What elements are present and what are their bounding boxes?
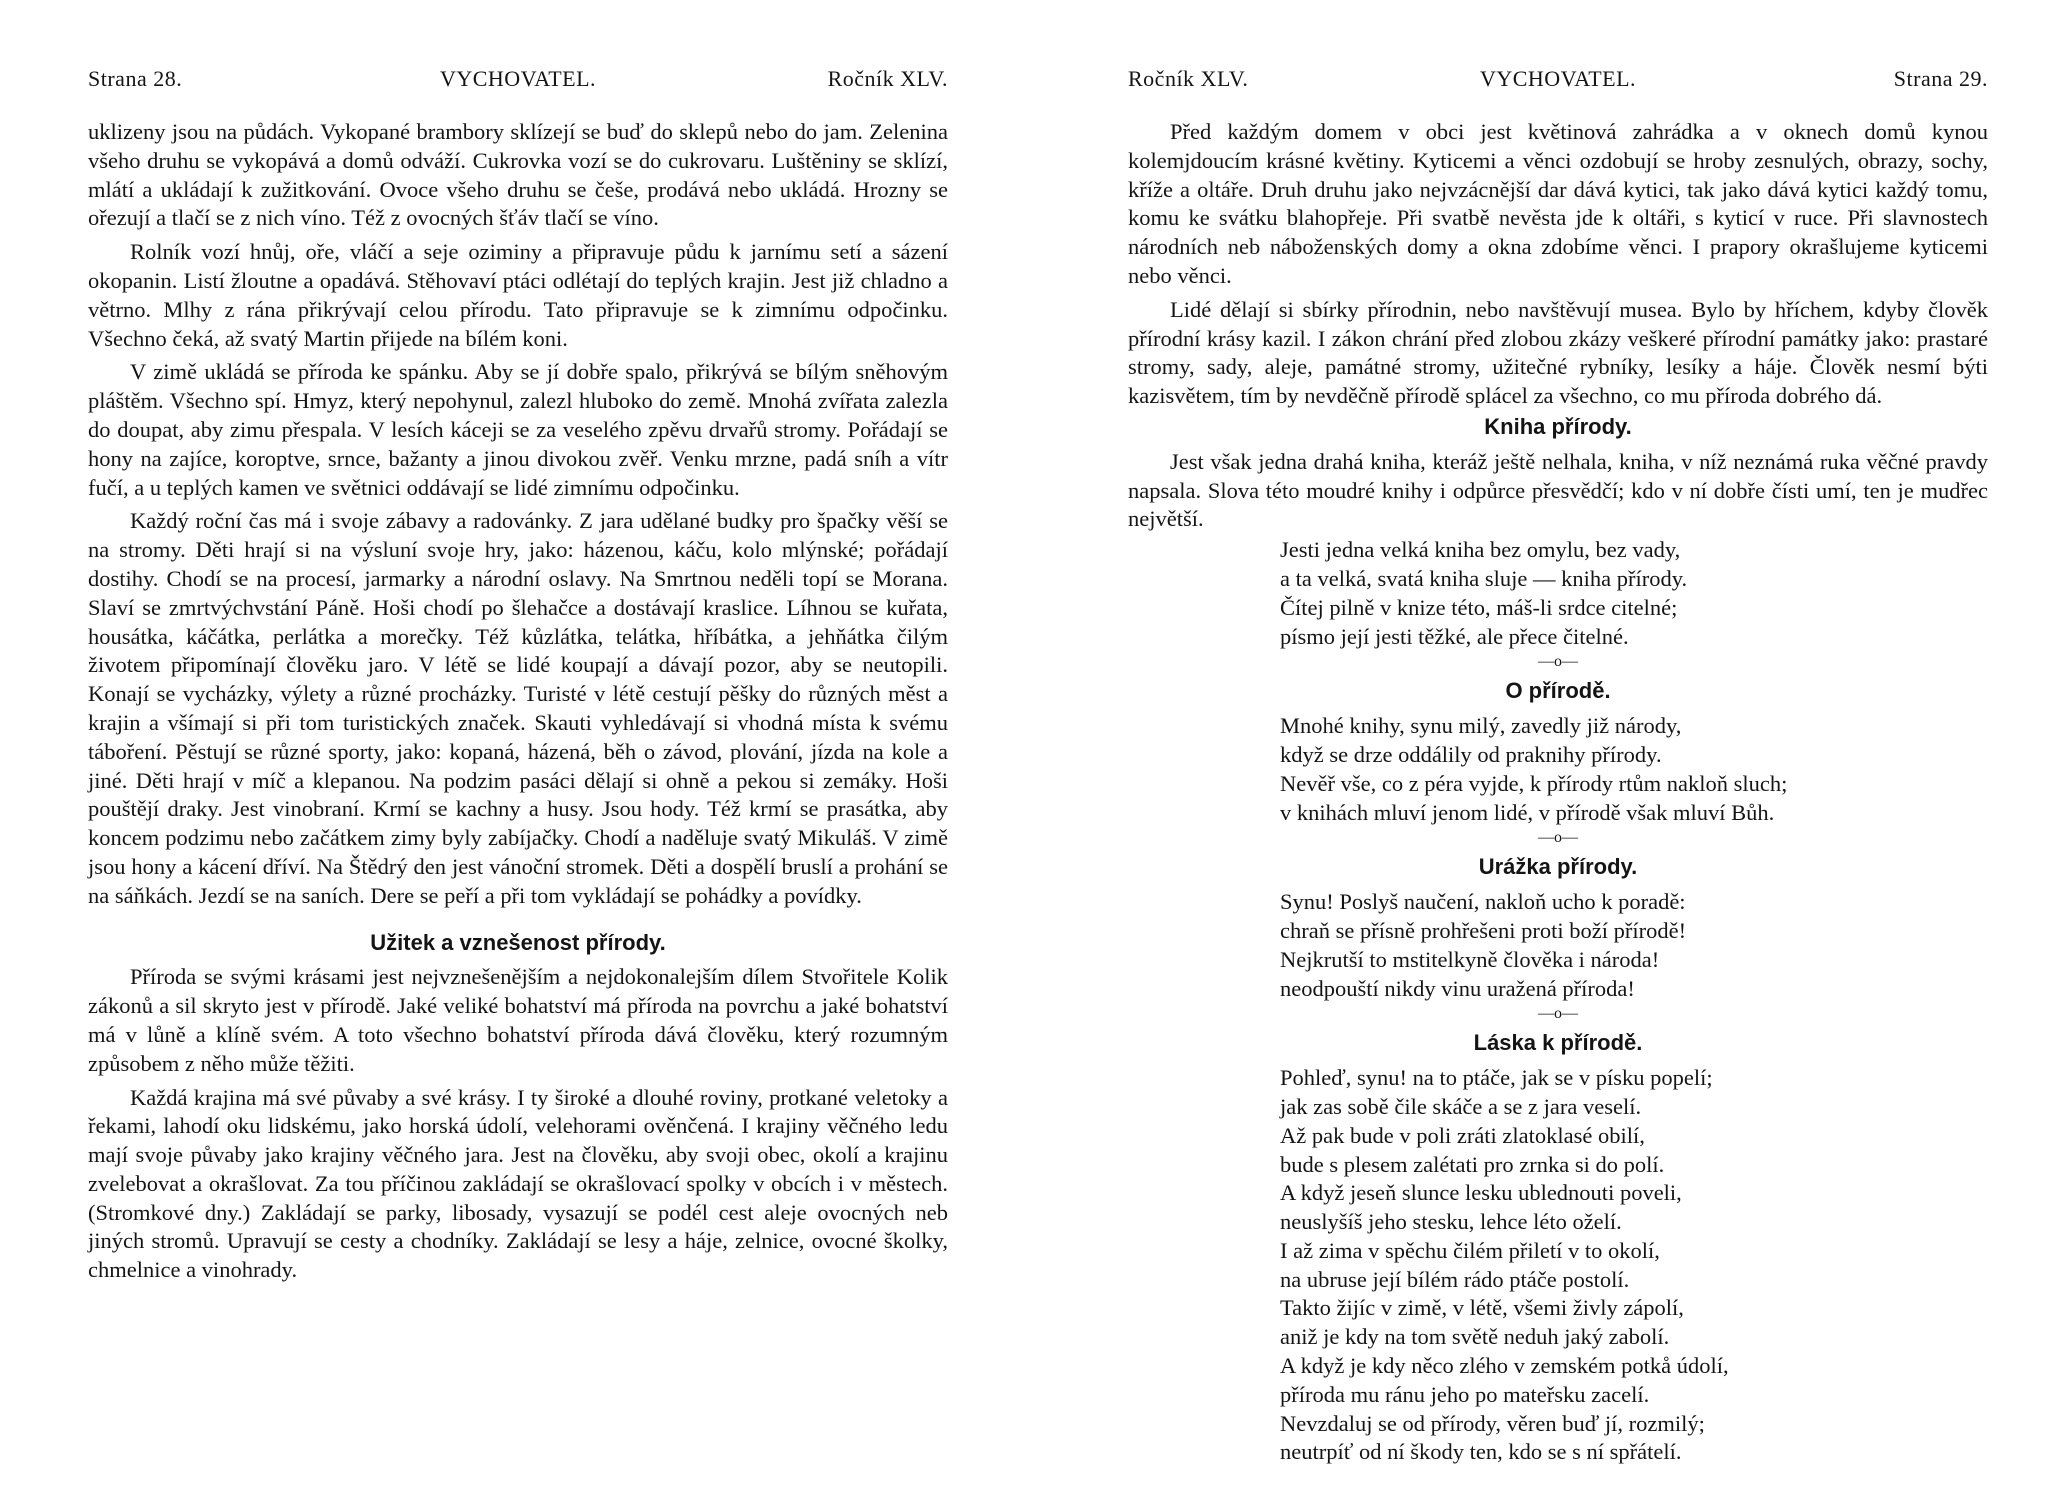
paragraph: Před každým domem v obci jest květinová zahrádka a v oknech domů kynou kolemjdoucím krásné květiny. Kyticemi a věnci ozdobují se hroby zesnulých, obrazy, sochy, kříže a oltáře. Druh druhu jako nejvzácnější dar dává kytici, tak jako dává kytici každý tomu, komu ke svátku blahopřeje. Při svatbě nevěsta jde k oltáři, s kyticí v ruce. Při slavnostech národních neb náboženských domy a okna zdobíme věnci. I prapory okrašlujeme kyticemi nebo věnci. [1128,119,1988,288]
paragraph: uklizeny jsou na půdách. Vykopané brambory sklízejí se buď do sklepů nebo do jam. Zelenina všeho druhu se vykopává a domů odváží. Cukrovka vozí se do cukrovaru. Luštěniny se sklízí, mlátí a ukládají k zužitkování. Ovoce všeho druhu se češe, prodává nebo ukládá. Hrozny se ořezují a tlačí se z nich víno. Též z ovocných šťáv tlačí se víno. [88,119,948,231]
poem-laska [1280,1064,1988,1467]
poem-title: Urážka přírody. [1478,854,1638,880]
poem-line: Synu! Poslyš naučení, nakloň ucho k poradě: [1280,889,1686,915]
poem-line: neutrpíť od ní škody ten, kdo se s ní spřátelí. [1280,1439,1682,1465]
divider: —o— [1538,1005,1578,1023]
paragraph: Rolník vozí hnůj, oře, vláčí a seje oziminy a připravuje půdu k jarnímu setí a sázení okopanin. Listí žloutne a opadává. Stěhovaví ptáci odlétají do teplých krajin. Jest již chladno a větrno. Mlhy z rána přikrývají celou přírodu. Tato připravuje se k zimnímu odpočinku. Všechno čeká, až svatý Martin přijede na bílém koni. [88,239,948,351]
poem-title: O přírodě. [1505,678,1611,704]
poem-line: Až pak bude v poli zráti zlatoklasé obilí, [1280,1122,1645,1148]
poem-line: v knihách mluví jenom lidé, v přírodě však mluví Bůh. [1280,799,1775,825]
section-heading: Kniha přírody. [1484,413,1632,439]
poem-line: neodpouští nikdy vinu uražená příroda! [1280,975,1635,1001]
paragraph: Lidé dělají si sbírky přírodnin, nebo navštěvují musea. Bylo by hříchem, kdyby člověk přírodní krásy kazil. I zákon chrání před zlobou zkázy veškeré přírodní památky jako: prastaré stromy, sady, aleje, památné stromy, užitečné rybníky, lesíky a háje. Člověk nesmí býti kazisvětem, tím by nevděčně přírodě splácel za všechno, co mu příroda dobrého dá. [1128,296,1988,409]
left-page [88,0,948,1500]
poem-line: písmo její jesti těžké, ale přece čitelné. [1280,623,1629,649]
poem-line: Čítej pilně v knize této, máš-li srdce citelné; [1280,594,1678,620]
poem-line: příroda mu ránu jeho po mateřsku zacelí. [1280,1381,1650,1407]
poem-title: Láska k přírodě. [1473,1030,1643,1056]
paragraph: Jest však jedna drahá kniha, kteráž ještě nelhala, kniha, v níž neznámá ruka věčné pravdy napsala. Slova této moudré knihy i odpůrce přesvědčí; kdo v ní dobře čísti umí, ten je mudřec největší. [1128,448,1988,532]
divider: —o— [1538,829,1578,847]
poem-line: neuslyšíš jeho stesku, lehce léto oželí. [1280,1209,1622,1235]
poem-o-prirode [1280,712,1988,827]
right-page-body [1128,118,1988,1467]
left-page-body [88,118,948,1285]
poem-line: jak zas sobě čile skáče a se z jara veselí. [1280,1093,1642,1119]
poem-line: Nevzdaluj se od přírody, věren buď jí, rozmilý; [1280,1410,1705,1436]
right-page-header [1128,66,1988,102]
poem-line: když se drze oddálily od praknihy přírody. [1280,741,1662,767]
poem-line: Jesti jedna velká kniha bez omylu, bez vady, [1280,537,1681,563]
poem-line: Nevěř vše, co z péra vyjde, k přírody rtům nakloň sluch; [1280,770,1788,796]
poem-kniha [1280,536,1988,651]
journal-title: VYCHOVATEL. [439,66,597,91]
poem-line: A když jeseň slunce lesku ublednouti poveli, [1280,1180,1682,1206]
poem-line: bude s plesem zalétati pro zrnka si do polí. [1280,1151,1665,1177]
poem-line: I až zima v spěchu čilém přiletí v to okolí, [1280,1237,1660,1263]
paragraph: Příroda se svými krásami jest nejvznešenějším a nejdokonalejším dílem Stvořitele Kolik zákonů a sil skryto jest v přírodě. Jaké veliké bohatství má příroda na povrchu a jaké bohatství má v lůně a klíně svém. A toto všechno bohatství příroda dává člověku, který rozumným způsobem z něho může těžiti. [88,964,948,1076]
right-page [1128,0,1988,1500]
paragraph: Každá krajina má své půvaby a své krásy. I ty široké a dlouhé roviny, protkané veletoky a řekami, lahodí oku lidskému, jako horská údolí, velehorami ověnčená. I krajiny věčného ledu mají svoje půvaby jako krajiny věčného jara. Jest na člověku, aby svoji obec, okolí a krajinu zvelebovat a okrašlovat. Za tou příčinou zakládají se okrašlovací spolky v obcích i v městech. (Stromkové dny.) Zakládají se parky, libosady, vysazují se podél cest aleje ovocných neb jiných stromů. Upravují se cesty a chodníky. Zakládají se lesy a háje, zelnice, ovocné školky, chmelnice a vinohrady. [88,1084,948,1283]
poem-line: Pohleď, synu! na to ptáče, jak se v písku popelí; [1280,1065,1713,1091]
poem-line: A když je kdy něco zlého v zemském potkå údolí, [1280,1353,1729,1379]
journal-title: VYCHOVATEL. [1479,66,1637,91]
page-number: Strana 29. [1893,66,1988,91]
poem-line: Mnohé knihy, synu milý, zavedly již národy, [1280,713,1682,739]
poem-line: a ta velká, svatá kniha sluje — kniha přírody. [1280,565,1688,591]
poem-line: aniž je kdy na tom světě neduh jaký zabolí. [1280,1324,1670,1350]
poem-urazka [1280,888,1988,1003]
paragraph: V zimě ukládá se příroda ke spánku. Aby se jí dobře spalo, přikrývá se bílým sněhovým pláštěm. Všechno spí. Hmyz, který nepohynul, zalezl hluboko do země. Mnohá zvířata zalezla do doupat, aby zimu přespala. V lesích káceji se za veselého zpěvu drvařů stromy. Pořádají se hony na zajíce, koroptve, srnce, bažanty a jinou divokou zvěř. Venku mrzne, padá sníh a vítr fučí, a u teplých kamen ve světnici oddávají se lidé zimnímu odpočinku. [88,359,948,500]
volume-label: Ročník XLV. [827,66,948,91]
poem-line: Nejkrutší to mstitelkyně člověka i národa! [1280,946,1660,972]
section-heading: Užitek a vznešenost přírody. [370,929,666,955]
divider: —o— [1538,653,1578,671]
volume-label: Ročník XLV. [1128,66,1249,91]
poem-line: chraň se přísně prohřešeni proti boží přírodě! [1280,917,1687,943]
paragraph: Každý roční čas má i svoje zábavy a radovánky. Z jara udělané budky pro špačky věší se na stromy. Děti hrají si na výsluní svoje hry, jako: házenou, káču, kolo mlýnské; pořádají dostihy. Chodí se na procesí, jarmarky a národní oslavy. Na Smrtnou neděli topí se Morana. Slaví se zmrtvýchvstání Páně. Hoši chodí po šlehačce a dostávají kraslice. Líhnou se kuřata, housátka, káčátka, perlátka a morečky. Též kůzlátka, telátka, hříbátka, a jehňátka čilým životem připomínají člověku jaro. V létě se lidé koupají a dávají pozor, aby se neutopili. Konají se vycházky, výlety a různé procházky. Turisté v létě cestují pěšky do různých měst a krajin a všímají si při tom turistických značek. Skauti vyhledávají si vhodná místa k svému táboření. Pěstují se různé sporty, jako: kopaná, házená, běh o závod, plování, jízda na kole a jiné. Děti hrají v míč a klepanou. Na podzim pasáci dělají si ohně a pekou si zemáky. Hoši pouštějí draky. Jest vinobraní. Krmí se kachny a husy. Jsou hody. Též krmí se prasátka, aby koncem podzimu nebo začátkem zimy byly zabíjačky. Chodí a naděluje svatý Mikuláš. V zimě jsou hony a kácení dříví. Na Štědrý den jest vánoční stromek. Děti a dospělí bruslí a prohání se na sáňkách. Jezdí se na saních. Dere se peří a při tom vykládají se pohádky a povídky. [88,508,948,908]
left-page-header [88,66,948,102]
page-number: Strana 28. [88,66,183,91]
poem-line: Takto žijíc v zimě, v létě, všemi živly zápolí, [1280,1295,1684,1321]
poem-line: na ubruse její bílém rádo ptáče postolí. [1280,1266,1630,1292]
